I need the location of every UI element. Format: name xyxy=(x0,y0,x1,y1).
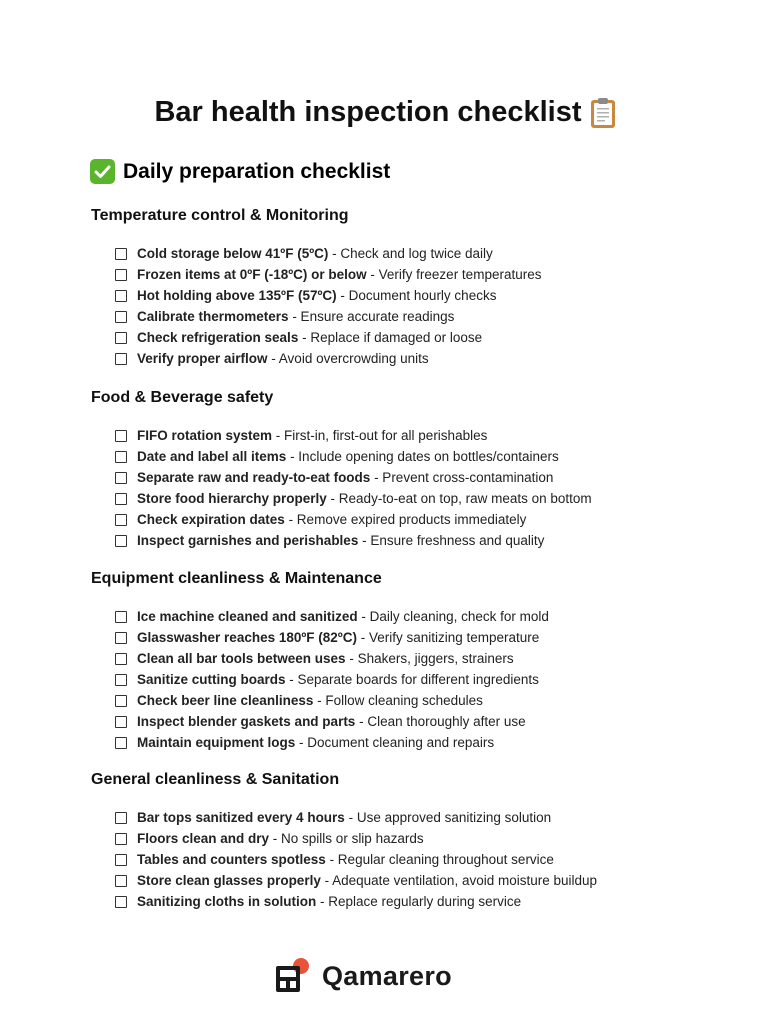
checklist-item-description: - Ready-to-eat on top, raw meats on bottom xyxy=(326,491,592,506)
checklist-item-title: Floors clean and dry xyxy=(137,831,270,846)
checklist-item-description: - Shakers, jiggers, strainers xyxy=(345,651,514,666)
checkbox[interactable] xyxy=(115,269,127,281)
checkbox[interactable] xyxy=(115,248,127,260)
checklist-item xyxy=(115,669,731,690)
checklist-item-description: - Replace regularly during service xyxy=(316,894,522,909)
checklist-item-title: Hot holding above 135ºF (57ºC) xyxy=(137,288,337,303)
checkbox[interactable] xyxy=(115,451,127,463)
checklist-item-description: - Daily cleaning, check for mold xyxy=(357,609,549,624)
checklist xyxy=(115,425,731,551)
checklist-item-title: Glasswasher reaches 180ºF (82ºC) xyxy=(137,630,357,645)
checkbox[interactable] xyxy=(115,833,127,845)
checklist-item-description: - Use approved sanitizing solution xyxy=(344,810,552,825)
checklist-item xyxy=(115,828,731,849)
checklist-item-description: - Verify sanitizing temperature xyxy=(356,630,540,645)
checklist-item-title: Date and label all items xyxy=(137,449,287,464)
checklist-item-title: Frozen items at 0ºF (-18ºC) or below xyxy=(137,267,367,282)
checkbox[interactable] xyxy=(115,875,127,887)
checklist-item-description: - Avoid overcrowding units xyxy=(267,351,429,366)
checklist-item-description: - Clean thoroughly after use xyxy=(355,714,526,729)
checklist-item-title: Cold storage below 41ºF (5ºC) xyxy=(137,246,329,261)
checklist-item-title: FIFO rotation system xyxy=(137,428,273,443)
checklist-item xyxy=(115,732,731,753)
checkbox[interactable] xyxy=(115,472,127,484)
checklist-item-description: - Regular cleaning throughout service xyxy=(325,852,554,867)
checklist-item xyxy=(115,348,731,369)
checklist-item-description: - First-in, first-out for all perishables xyxy=(272,428,488,443)
checklist-item-description: - Verify freezer temperatures xyxy=(366,267,542,282)
checklist-item-title: Bar tops sanitized every 4 hours xyxy=(137,810,345,825)
section-title: Temperature control & Monitoring xyxy=(91,207,349,224)
checklist-item-title: Calibrate thermometers xyxy=(137,309,289,324)
checklist-item-title: Sanitize cutting boards xyxy=(137,672,286,687)
checklist-item-title: Inspect garnishes and perishables xyxy=(137,533,359,548)
clipboard-icon xyxy=(590,97,616,129)
checklist-item-description: - Document hourly checks xyxy=(336,288,497,303)
checkbox[interactable] xyxy=(115,854,127,866)
section-heading-text: Daily preparation checklist xyxy=(123,159,391,183)
checklist-item xyxy=(115,488,731,509)
checklist-item-title: Store clean glasses properly xyxy=(137,873,321,888)
checklist-item xyxy=(115,509,731,530)
checklist-item-title: Ice machine cleaned and sanitized xyxy=(137,609,358,624)
section-title: Food & Beverage safety xyxy=(91,389,274,406)
section-temperature-control xyxy=(91,207,731,369)
checklist-item-description: - Ensure freshness and quality xyxy=(358,533,545,548)
checklist-item xyxy=(115,264,731,285)
checklist-item xyxy=(115,243,731,264)
checkbox[interactable] xyxy=(115,514,127,526)
checklist-item xyxy=(115,648,731,669)
checkbox[interactable] xyxy=(115,430,127,442)
checklist-item xyxy=(115,627,731,648)
checklist-item xyxy=(115,446,731,467)
qamarero-logo-text: Qamarero xyxy=(322,960,452,991)
checkbox[interactable] xyxy=(115,632,127,644)
qamarero-logo xyxy=(274,956,452,996)
qamarero-logo-icon xyxy=(274,956,314,996)
checkbox[interactable] xyxy=(115,611,127,623)
checkbox[interactable] xyxy=(115,311,127,323)
checklist-item-title: Check beer line cleanliness xyxy=(137,693,314,708)
page-title-text: Bar health inspection checklist xyxy=(154,96,582,128)
section-general-cleanliness xyxy=(91,771,731,912)
checklist-item-description: - Prevent cross-contamination xyxy=(370,470,554,485)
checklist-item xyxy=(115,870,731,891)
checklist-item-description: - Include opening dates on bottles/containers xyxy=(286,449,559,464)
checkbox[interactable] xyxy=(115,812,127,824)
checklist-item xyxy=(115,306,731,327)
checkbox[interactable] xyxy=(115,332,127,344)
checkbox[interactable] xyxy=(115,896,127,908)
checklist-item-description: - Remove expired products immediately xyxy=(284,512,527,527)
checkbox[interactable] xyxy=(115,674,127,686)
checklist-item xyxy=(115,891,731,912)
checklist xyxy=(115,807,731,912)
checklist xyxy=(115,243,731,369)
checklist-item xyxy=(115,285,731,306)
checkbox[interactable] xyxy=(115,353,127,365)
section-title: General cleanliness & Sanitation xyxy=(91,771,340,788)
check-mark-button-icon xyxy=(90,159,115,184)
page-title xyxy=(0,96,770,129)
checklist-item-description: - Replace if damaged or loose xyxy=(298,330,483,345)
checklist xyxy=(115,606,731,753)
checkbox[interactable] xyxy=(115,695,127,707)
checklist-item-description: - Ensure accurate readings xyxy=(288,309,455,324)
checklist-item-title: Store food hierarchy properly xyxy=(137,491,327,506)
checklist-item-title: Check refrigeration seals xyxy=(137,330,299,345)
checklist-item-title: Sanitizing cloths in solution xyxy=(137,894,317,909)
checklist-item xyxy=(115,327,731,348)
checklist-item xyxy=(115,606,731,627)
checklist-item-description: - Check and log twice daily xyxy=(328,246,493,261)
checklist-item-title: Maintain equipment logs xyxy=(137,735,296,750)
checklist-item-description: - Document cleaning and repairs xyxy=(295,735,495,750)
checklist-item xyxy=(115,530,731,551)
checkbox[interactable] xyxy=(115,535,127,547)
checklist-item-title: Verify proper airflow xyxy=(137,351,268,366)
checkbox[interactable] xyxy=(115,737,127,749)
section-food-beverage-safety xyxy=(91,389,731,551)
checklist-item xyxy=(115,849,731,870)
checkbox[interactable] xyxy=(115,653,127,665)
checkbox[interactable] xyxy=(115,493,127,505)
checkbox[interactable] xyxy=(115,716,127,728)
checklist-item xyxy=(115,425,731,446)
checklist-item-description: - Adequate ventilation, avoid moisture buildup xyxy=(320,873,598,888)
checklist-item-description: - No spills or slip hazards xyxy=(269,831,424,846)
checklist-item xyxy=(115,467,731,488)
checklist-item xyxy=(115,690,731,711)
section-heading xyxy=(90,159,390,184)
checklist-item xyxy=(115,711,731,732)
checkbox[interactable] xyxy=(115,290,127,302)
checklist-item-description: - Separate boards for different ingredients xyxy=(285,672,539,687)
checklist-item-title: Check expiration dates xyxy=(137,512,285,527)
checklist-item-title: Separate raw and ready-to-eat foods xyxy=(137,470,371,485)
checklist-item-title: Inspect blender gaskets and parts xyxy=(137,714,356,729)
section-equipment-cleanliness xyxy=(91,570,731,753)
checklist-item-description: - Follow cleaning schedules xyxy=(313,693,483,708)
section-title: Equipment cleanliness & Maintenance xyxy=(91,570,382,587)
checklist-item-title: Tables and counters spotless xyxy=(137,852,326,867)
checklist-item-title: Clean all bar tools between uses xyxy=(137,651,346,666)
checklist-item xyxy=(115,807,731,828)
